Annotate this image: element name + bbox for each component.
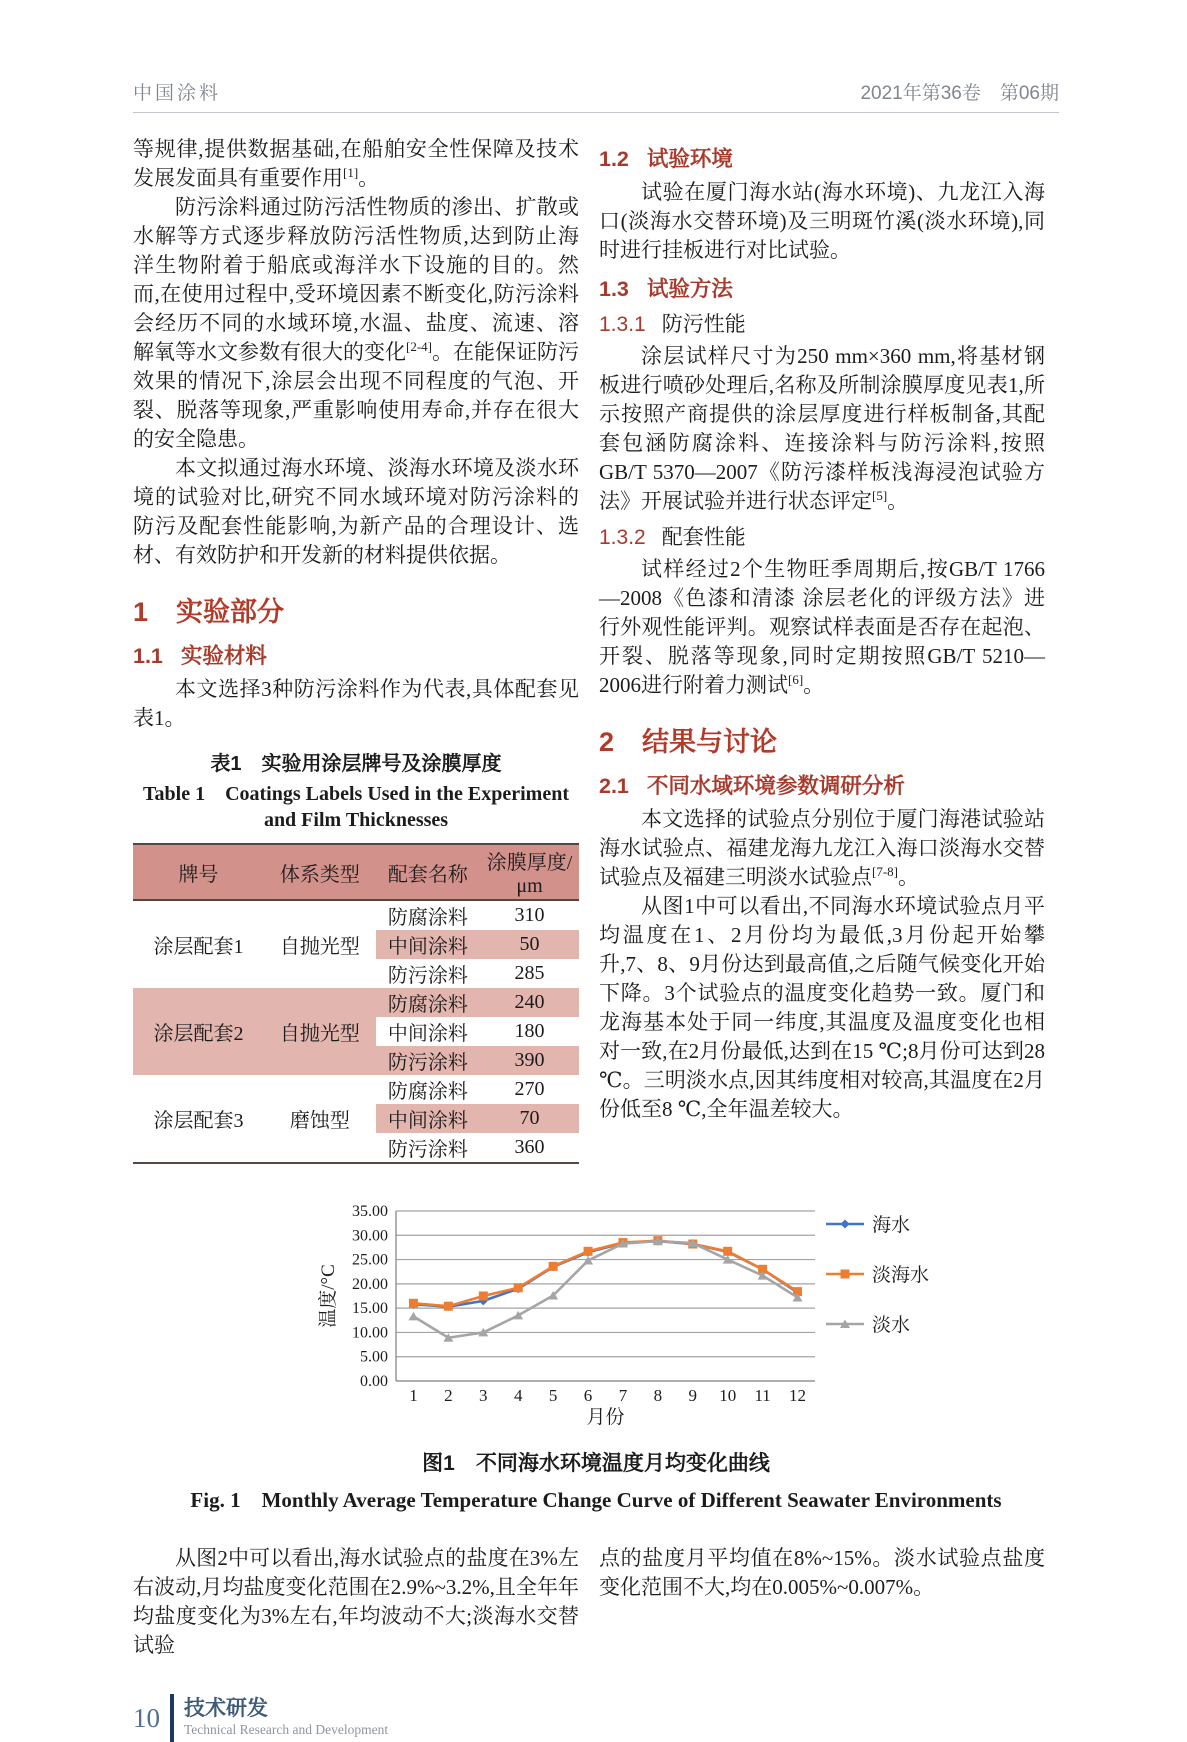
svg-text:10.00: 10.00 bbox=[352, 1324, 388, 1342]
section-heading-2: 2 结果与讨论 bbox=[599, 727, 778, 757]
layer-name-cell: 防腐涂料 bbox=[387, 907, 468, 929]
svg-text:5.00: 5.00 bbox=[360, 1348, 388, 1366]
thickness-cell: 390 bbox=[480, 1046, 579, 1075]
page-footer bbox=[133, 1694, 1059, 1742]
svg-text:20.00: 20.00 bbox=[352, 1275, 388, 1293]
system-type-cell: 自抛光型 bbox=[264, 988, 376, 1075]
svg-text:海水: 海水 bbox=[872, 1215, 911, 1236]
paragraph: 本文选择3种防污涂料作为代表,具体配套见表1。 bbox=[133, 677, 579, 730]
coating-label-cell: 涂层配套1 bbox=[153, 936, 244, 958]
svg-text:12: 12 bbox=[789, 1386, 807, 1405]
paragraph: 防污涂料通过防污活性物质的渗出、扩散或水解等方式逐步释放防污活性物质,达到防止海洋生物附着于船底或海洋水下设施的目的。然而,在使用过程中,受环境因素不断变化,防污涂料会经历不同的水域环境,水温、盐度、流速、溶解氧等水文参数有很大的变化[2-4]。在能保证防污效果的情况下,涂层会出现不同程度的气泡、开裂、脱落等现象,严重影响使用寿命,并存在很大的安全隐患。 bbox=[133, 195, 579, 451]
svg-text:4: 4 bbox=[513, 1386, 523, 1405]
left-column bbox=[133, 135, 579, 1164]
figure-caption-cn: 图1 不同海水环境温度月均变化曲线 bbox=[422, 1452, 770, 1475]
paragraph: 试样经过2个生物旺季周期后,按GB/T 1766—2008《色漆和清漆 涂层老化的评级方法》进行外观性能评判。观察试样表面是否存在起泡、开裂、脱落等现象,同时定期按照GB/T 5210—2006进行附着力测试[6]。 bbox=[599, 557, 1045, 697]
bottom-columns bbox=[133, 1544, 1059, 1660]
system-type-cell: 磨蚀型 bbox=[289, 1110, 350, 1132]
svg-text:15.00: 15.00 bbox=[352, 1300, 388, 1318]
svg-text:月份: 月份 bbox=[586, 1407, 625, 1428]
svg-text:3: 3 bbox=[479, 1386, 488, 1405]
svg-text:0.00: 0.00 bbox=[360, 1373, 388, 1390]
svg-text:1: 1 bbox=[409, 1386, 418, 1405]
svg-text:2: 2 bbox=[444, 1386, 453, 1405]
layer-name-cell: 防腐涂料 bbox=[376, 988, 480, 1017]
layer-name-cell: 防污涂料 bbox=[387, 965, 468, 987]
coatings-table-header bbox=[133, 844, 579, 900]
layer-name-cell: 防污涂料 bbox=[376, 1046, 480, 1075]
paragraph: 点的盐度月平均值在8%~15%。淡水试验点盐度变化范围不大,均在0.005%~0.007%。 bbox=[599, 1546, 1045, 1599]
thickness-cell: 240 bbox=[480, 988, 579, 1017]
column-header: 体系类型 bbox=[264, 844, 376, 900]
page-number: 10 bbox=[133, 1702, 160, 1733]
figure-caption-en: Fig. 1 Monthly Average Temperature Change Curve of Different Seawater Environments bbox=[190, 1488, 1002, 1512]
svg-text:8: 8 bbox=[653, 1386, 663, 1405]
table-row bbox=[133, 988, 579, 1017]
table-caption-en: Table 1 Coatings Labels Used in the Experiment and Film Thicknesses bbox=[143, 783, 569, 831]
footer-section-en: Technical Research and Development bbox=[184, 1722, 389, 1737]
paragraph: 等规律,提供数据基础,在船舶安全性保障及技术发展发面具有重要作用[1]。 bbox=[133, 137, 579, 190]
section-heading-2-1: 2.1 不同水域环境参数调研分析 bbox=[599, 774, 905, 798]
svg-text:6: 6 bbox=[583, 1386, 593, 1405]
svg-text:9: 9 bbox=[688, 1386, 698, 1405]
layer-name-cell: 中间涂料 bbox=[376, 1104, 480, 1133]
section-heading-1-2: 1.2 试验环境 bbox=[599, 147, 733, 171]
svg-text:30.00: 30.00 bbox=[352, 1227, 388, 1245]
svg-text:温度/°C: 温度/°C bbox=[318, 1264, 339, 1328]
section-heading-1-3-1: 1.3.1 防污性能 bbox=[599, 312, 746, 336]
journal-name: 中国涂料 bbox=[133, 83, 222, 104]
footer-divider bbox=[170, 1694, 174, 1742]
section-heading-1: 1 实验部分 bbox=[133, 597, 285, 627]
thickness-cell: 285 bbox=[514, 962, 545, 984]
paragraph: 本文拟通过海水环境、淡海水环境及淡水环境的试验对比,研究不同水域环境对防污涂料的防污及配套性能影响,为新产品的合理设计、选材、有效防护和开发新的材料提供依据。 bbox=[133, 456, 579, 567]
figure-1 bbox=[133, 1178, 1059, 1514]
layer-name-cell: 防腐涂料 bbox=[387, 1081, 468, 1103]
thickness-cell: 270 bbox=[514, 1078, 545, 1100]
section-heading-1-1: 1.1 实验材料 bbox=[133, 644, 267, 668]
footer-section-cn: 技术研发 bbox=[184, 1697, 268, 1720]
thickness-cell: 50 bbox=[480, 930, 579, 959]
svg-text:35.00: 35.00 bbox=[352, 1203, 388, 1220]
journal-header bbox=[133, 78, 1059, 113]
system-type-cell: 自抛光型 bbox=[279, 936, 360, 958]
svg-text:25.00: 25.00 bbox=[352, 1251, 388, 1269]
svg-text:淡海水: 淡海水 bbox=[872, 1265, 930, 1286]
paragraph: 试验在厦门海水站(海水环境)、九龙江入海口(淡海水交替环境)及三明斑竹溪(淡水环境),同时进行挂板进行对比试验。 bbox=[599, 180, 1045, 262]
table-caption-cn: 表1 实验用涂层牌号及涂膜厚度 bbox=[210, 753, 502, 775]
journal-issue: 2021年第36卷 第06期 bbox=[860, 83, 1059, 104]
svg-text:5: 5 bbox=[548, 1386, 558, 1405]
section-heading-1-3-2: 1.3.2 配套性能 bbox=[599, 525, 746, 549]
svg-text:淡水: 淡水 bbox=[872, 1315, 911, 1336]
column-header: 涂膜厚度/μm bbox=[480, 844, 579, 900]
coating-label-cell: 涂层配套3 bbox=[153, 1110, 244, 1132]
coating-label-cell: 涂层配套2 bbox=[133, 988, 264, 1075]
svg-text:11: 11 bbox=[754, 1386, 771, 1405]
svg-text:7: 7 bbox=[618, 1386, 628, 1405]
paragraph: 涂层试样尺寸为250 mm×360 mm,将基材钢板进行喷砂处理后,名称及所制涂膜厚度见表1,所示按照产商提供的涂层厚度进行样板制备,其配套包涵防腐涂料、连接涂料与防污涂料,按照GB/T 5370—2007《防污漆样板浅海浸泡试验方法》开展试验并进行状态评定[5]。 bbox=[599, 344, 1045, 513]
layer-name-cell: 防污涂料 bbox=[387, 1139, 468, 1161]
paragraph: 本文选择的试验点分别位于厦门海港试验站海水试验点、福建龙海九龙江入海口淡海水交替试验点及福建三明淡水试验点[7-8]。 bbox=[599, 807, 1045, 889]
table-row bbox=[133, 1075, 579, 1104]
temperature-line-chart bbox=[318, 1178, 968, 1435]
layer-name-cell: 中间涂料 bbox=[387, 1023, 468, 1045]
thickness-cell: 310 bbox=[514, 904, 545, 926]
column-header: 牌号 bbox=[133, 844, 264, 900]
thickness-cell: 180 bbox=[514, 1020, 545, 1042]
paragraph: 从图1中可以看出,不同海水环境试验点月平均温度在1、2月份均为最低,3月份起开始攀升,7、8、9月份达到最高值,之后随气候变化开始下降。3个试验点的温度变化趋势一致。厦门和龙海基本处于同一纬度,其温度及温度变化也相对一致,在2月份最低,达到在15 ℃;8月份可达到28 ℃。三明淡水点,因其纬度相对较高,其温度在2月份低至8 ℃,全年温差较大。 bbox=[599, 894, 1045, 1121]
main-columns bbox=[133, 135, 1059, 1164]
svg-text:10: 10 bbox=[719, 1386, 737, 1405]
coatings-table bbox=[133, 843, 579, 1164]
layer-name-cell: 中间涂料 bbox=[376, 930, 480, 959]
right-column bbox=[599, 135, 1045, 1164]
paragraph: 从图2中可以看出,海水试验点的盐度在3%左右波动,月均盐度变化范围在2.9%~3.2%,且全年年均盐度变化为3%左右,年均波动不大;淡海水交替试验 bbox=[133, 1546, 579, 1657]
column-header: 配套名称 bbox=[376, 844, 480, 900]
thickness-cell: 70 bbox=[480, 1104, 579, 1133]
thickness-cell: 360 bbox=[514, 1136, 545, 1158]
section-heading-1-3: 1.3 试验方法 bbox=[599, 277, 733, 301]
table-row bbox=[133, 900, 579, 930]
